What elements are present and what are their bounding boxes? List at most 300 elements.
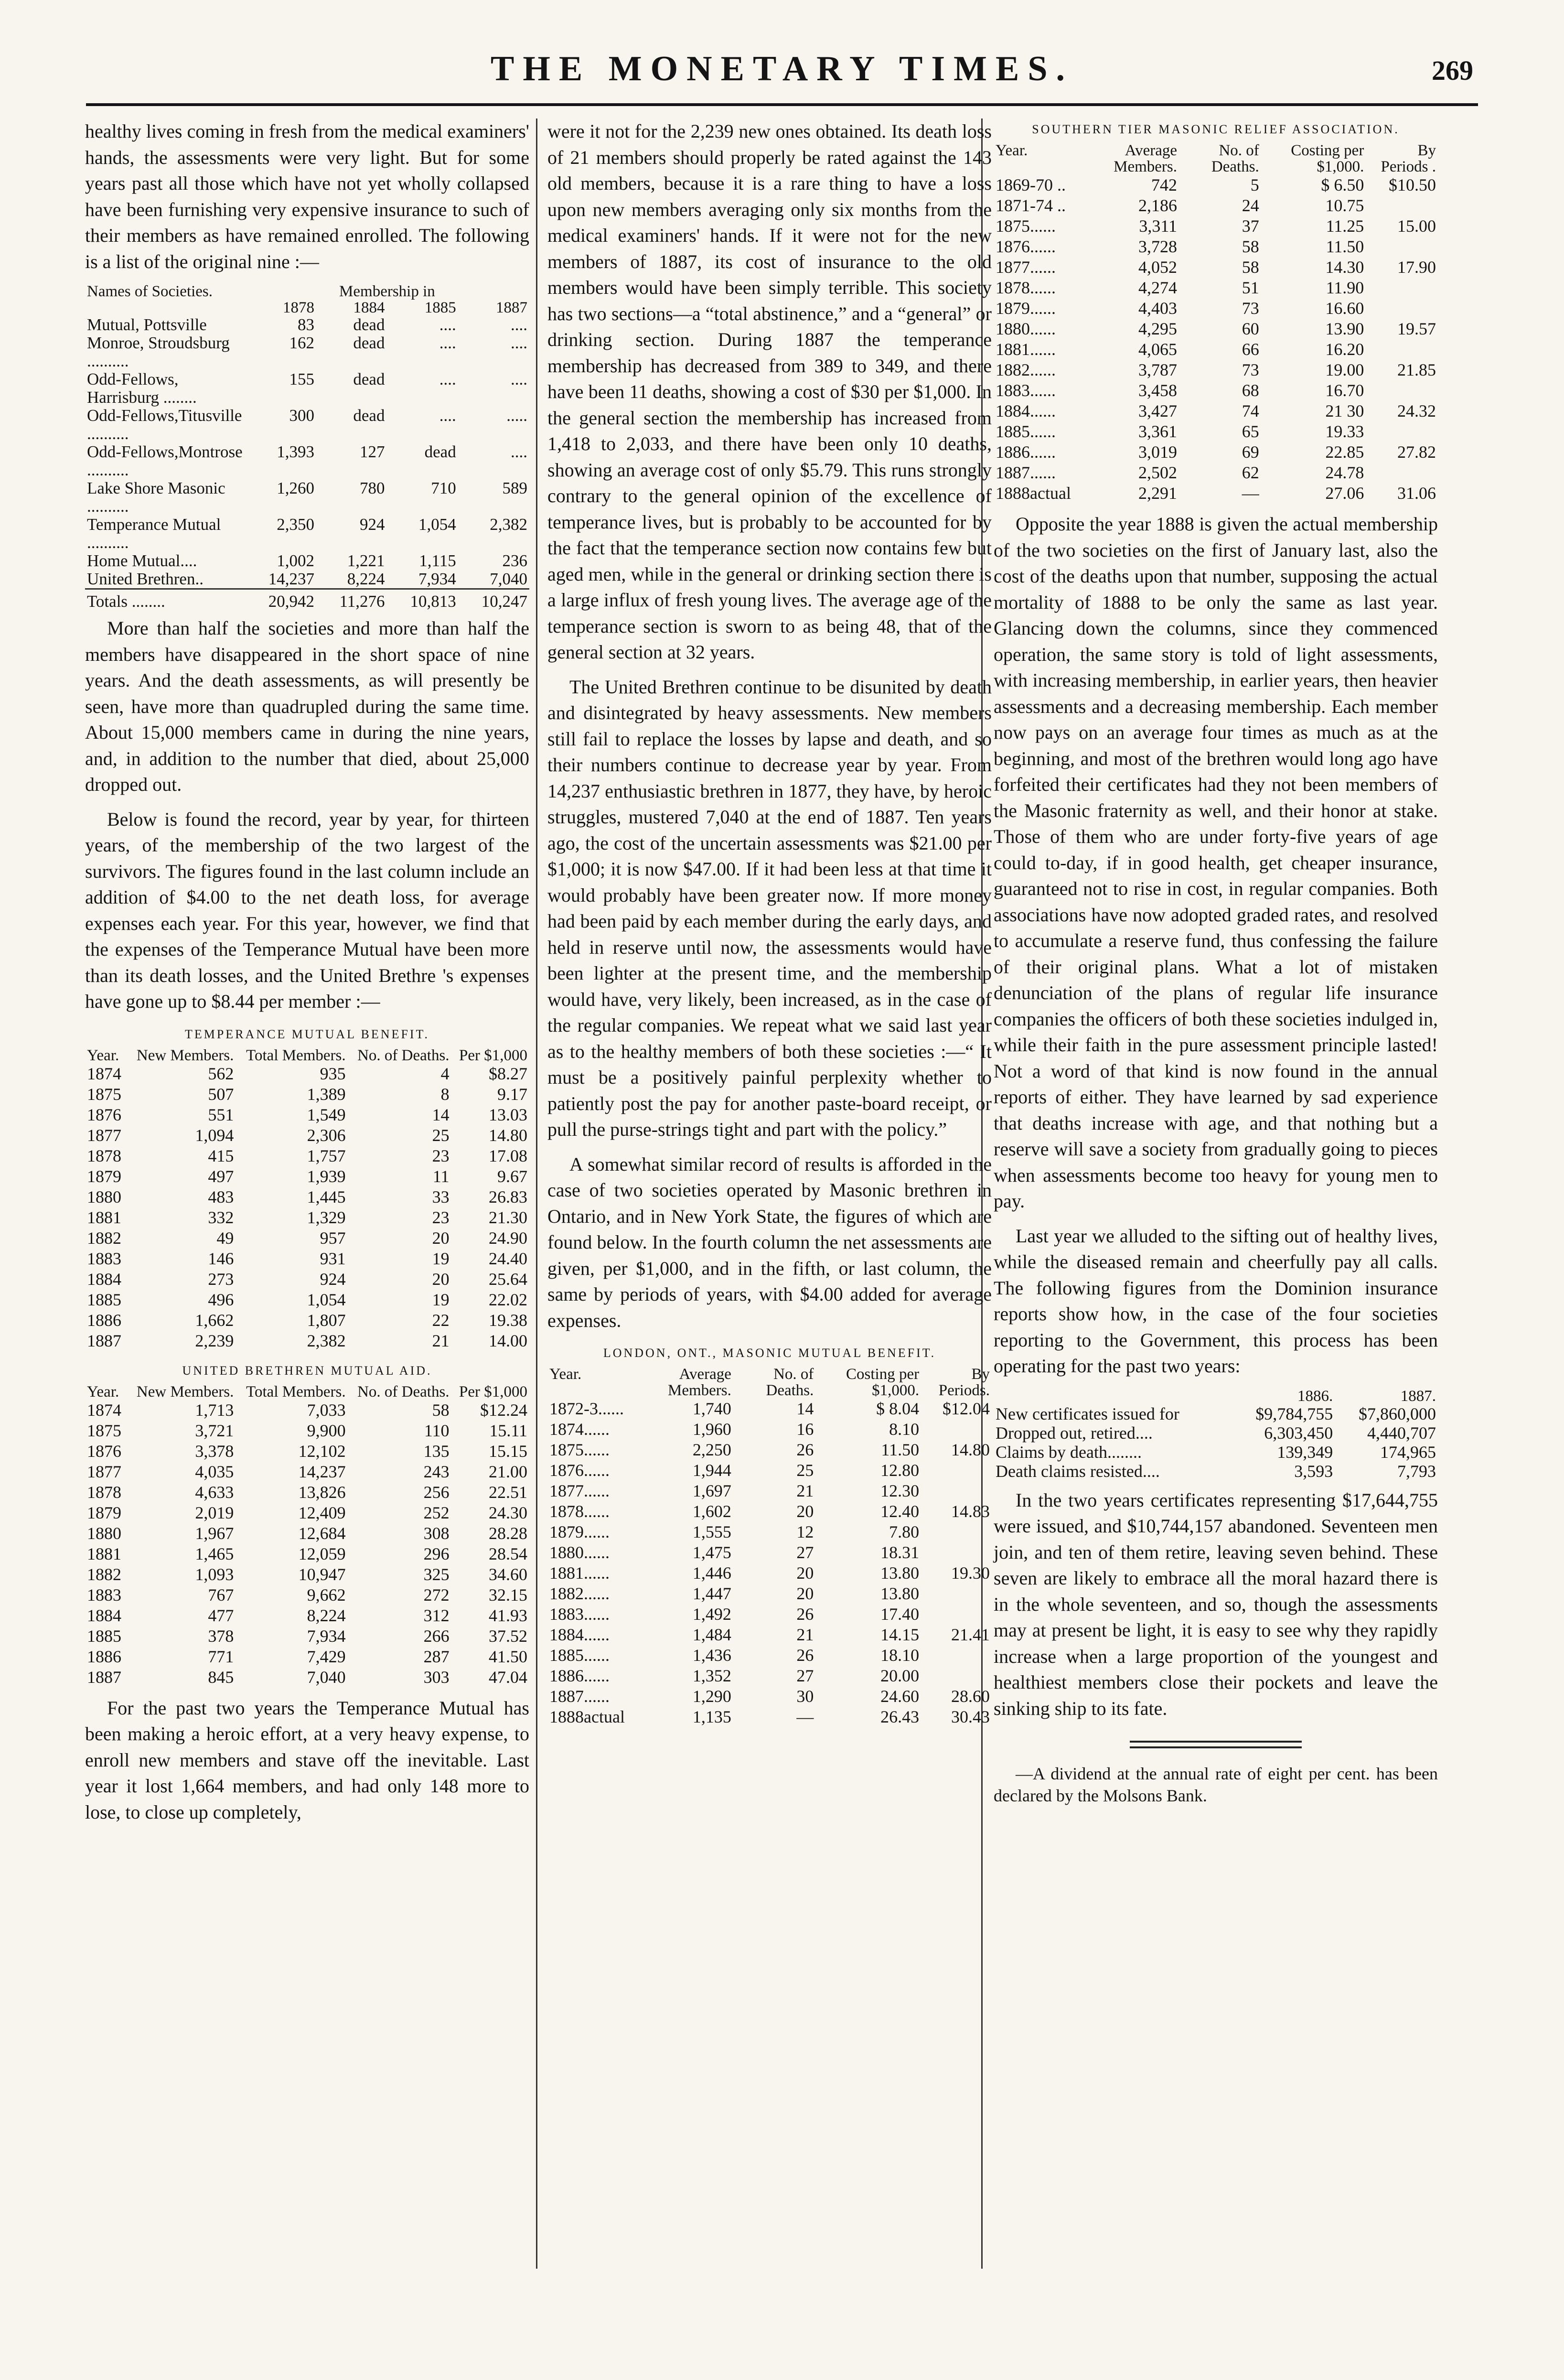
table-header: Per $1,000	[459, 1383, 527, 1400]
table-cell: 18.10	[880, 1646, 920, 1665]
table-cell: 20.00	[880, 1666, 920, 1685]
table-header: Year.	[549, 1366, 582, 1383]
table-cell: 13.80	[880, 1584, 920, 1603]
table-cell: 12,409	[298, 1503, 346, 1522]
table-row	[85, 1290, 529, 1310]
table-cell: 1874......	[549, 1420, 610, 1439]
table-header	[994, 1388, 1232, 1404]
table-cell: 3,378	[195, 1441, 234, 1461]
table-cell: 589	[502, 479, 527, 497]
table-row	[994, 216, 1438, 237]
table-cell: 8.10	[889, 1420, 920, 1439]
table-cell: 1880......	[996, 319, 1056, 338]
table-row	[547, 1686, 992, 1707]
table-cell: 1882	[87, 1228, 121, 1248]
table-cell: 1875......	[996, 216, 1056, 236]
table-caption: TEMPERANCE MUTUAL BENEFIT.	[184, 1027, 430, 1041]
table-cell: 34.60	[489, 1564, 527, 1584]
table-cell: 1,697	[692, 1481, 731, 1500]
paragraph: A somewhat similar record of results is afforded in the case of two societies operated by Masonic brethren in Ontario, and in New York State, the figures of which are found below. In the fourth column the net assessments are given, per $1,000, and in the fifth, or last column, the same by periods of years, with $4.00 added for average expenses.	[547, 1153, 992, 1331]
table-cell: 12.80	[880, 1461, 920, 1480]
table-cell: 135	[423, 1441, 450, 1461]
table-cell: 6,303,450	[1264, 1423, 1333, 1443]
table-cell: ....	[439, 315, 456, 334]
table-cell: 1882......	[549, 1584, 610, 1603]
table-header: Average Members.	[1114, 142, 1177, 175]
table-cell: 22.85	[1325, 442, 1364, 462]
table-cell: 1,290	[692, 1687, 731, 1706]
table-cell: 507	[208, 1084, 234, 1104]
table-cell: 287	[423, 1647, 450, 1666]
united-brethren-table	[85, 1384, 529, 1688]
table-cell: 1885	[87, 1290, 121, 1309]
table-row	[85, 479, 529, 516]
table-cell: 31.06	[1397, 484, 1436, 503]
table-cell: 3,721	[195, 1421, 234, 1440]
table-row	[85, 1626, 529, 1647]
table-row	[994, 463, 1438, 483]
table-cell: 1879......	[996, 299, 1056, 318]
table-cell: 3,427	[1138, 401, 1177, 420]
table-cell: dead	[353, 406, 385, 425]
table-row	[994, 278, 1438, 298]
table-cell: 4,035	[195, 1462, 234, 1481]
table-header: No. of Deaths.	[357, 1383, 450, 1400]
table-cell: 51	[1242, 278, 1259, 297]
publication-title: THE MONETARY TIMES.	[491, 49, 1073, 88]
table-cell: 4,440,707	[1367, 1423, 1436, 1443]
table-cell: 16.60	[1325, 299, 1364, 318]
table-row	[547, 1440, 992, 1460]
table-cell: 21	[796, 1481, 814, 1500]
table-cell: 17.40	[880, 1605, 920, 1624]
table-cell: 1874	[87, 1064, 121, 1083]
table-cell: 1883......	[996, 381, 1056, 400]
table-row	[85, 443, 529, 479]
table-cell	[921, 1460, 992, 1481]
table-cell: 7,934	[307, 1626, 346, 1646]
table-cell: 1872-3......	[549, 1399, 624, 1418]
table-cell	[1366, 380, 1438, 401]
table-cell: 25	[432, 1125, 450, 1145]
table-cell: 4,052	[1138, 258, 1177, 277]
table-cell: 69	[1242, 442, 1259, 462]
table-header: By Periods .	[1381, 142, 1436, 175]
table-cell: 7,429	[307, 1647, 346, 1666]
table-cell: Home Mutual....	[87, 551, 197, 570]
table-row	[994, 298, 1438, 319]
table-cell: Claims by death........	[996, 1442, 1142, 1462]
table-cell: $8.27	[489, 1064, 527, 1083]
table-cell: 1,757	[307, 1146, 346, 1165]
table-cell: 21	[796, 1625, 814, 1644]
table-cell: 931	[320, 1249, 346, 1268]
table-cell: 14	[796, 1399, 814, 1418]
table-cell: $12.24	[480, 1400, 527, 1420]
table-cell: 28.28	[489, 1523, 527, 1543]
table-cell: 12.40	[880, 1502, 920, 1521]
table-header: Year.	[996, 142, 1028, 159]
table-cell: 18.31	[880, 1543, 920, 1562]
table-row	[994, 1443, 1438, 1462]
table-cell: 4	[440, 1064, 450, 1083]
table-row	[994, 360, 1438, 380]
table-cell: 4,633	[195, 1482, 234, 1502]
table-row	[547, 1625, 992, 1645]
table-cell: 23	[432, 1207, 450, 1227]
table-header: Total Members.	[246, 1046, 346, 1064]
table-cell: 10,947	[298, 1564, 346, 1584]
paragraph: —A dividend at the annual rate of eight per cent. has been declared by the Molsons Bank.	[994, 1764, 1438, 1805]
paragraph: healthy lives coming in fresh from the medical examiners' hands, the assessments were very light. But for some years past all those which have not yet wholly collapsed have been furnishing very expensive insurance to such of their members as have remained enrolled. The following is a list of the original nine :—	[85, 120, 529, 272]
table-row	[85, 1269, 529, 1290]
table-cell: 16.70	[1325, 381, 1364, 400]
table-cell: 1883	[87, 1585, 121, 1605]
table-cell: New certificates issued for	[996, 1404, 1179, 1423]
table-cell: 7,040	[490, 570, 527, 588]
table-cell: 21.85	[1397, 360, 1436, 379]
table-row	[85, 1585, 529, 1605]
table-cell: 1,447	[692, 1584, 731, 1603]
table-cell: 497	[208, 1166, 234, 1186]
table-row	[85, 1523, 529, 1544]
table-cell: 1886	[87, 1647, 121, 1666]
table-cell: 33	[432, 1187, 450, 1206]
table-cell: 14.83	[951, 1502, 990, 1521]
table-header: Average Members.	[668, 1366, 731, 1399]
table-cell: 3,361	[1138, 422, 1177, 441]
table-cell: 14.80	[489, 1125, 527, 1145]
table-cell: 13.03	[489, 1105, 527, 1124]
table-row	[994, 257, 1438, 278]
table-cell: 19	[432, 1249, 450, 1268]
table-cell: 9,900	[307, 1421, 346, 1440]
table-row	[994, 319, 1438, 339]
table-cell: 1885......	[996, 422, 1056, 441]
table-cell: 27.06	[1325, 484, 1364, 503]
table-cell: 1874	[87, 1400, 121, 1420]
table-cell: 924	[320, 1269, 346, 1289]
table-cell: 4,274	[1138, 278, 1177, 297]
column-2	[547, 118, 992, 1727]
table-cell: 957	[320, 1228, 346, 1248]
table-cell: 1887......	[996, 463, 1056, 482]
table-cell: 4,403	[1138, 299, 1177, 318]
table-cell: 1,135	[692, 1707, 731, 1726]
table-cell: 30.43	[951, 1707, 990, 1726]
table-cell: 14,237	[298, 1462, 346, 1481]
table-cell: 26	[796, 1646, 814, 1665]
table-cell: 21.41	[951, 1625, 990, 1644]
table-cell: 37	[1242, 216, 1259, 236]
table-row	[85, 1482, 529, 1503]
table-cell: 25	[796, 1461, 814, 1480]
table-cell: 7,934	[418, 570, 456, 588]
table-cell: dead	[353, 315, 385, 334]
table-cell: 58	[432, 1400, 450, 1420]
table-header: Names of Societies.	[87, 283, 213, 300]
table-cell: 8,224	[307, 1605, 346, 1625]
table-header: Year.	[87, 1383, 119, 1400]
table-cell: 73	[1242, 299, 1259, 318]
table-cell: 11.50	[881, 1440, 920, 1459]
table-cell: 1,465	[195, 1544, 234, 1563]
table-cell	[1366, 463, 1438, 483]
table-cell: 26.43	[880, 1707, 920, 1726]
table-cell: 1876......	[549, 1461, 610, 1480]
table-cell: 1,352	[692, 1666, 731, 1685]
table-row	[994, 401, 1438, 421]
table-cell: 4,065	[1138, 340, 1177, 359]
table-header: 1887	[496, 299, 527, 316]
table-header: No. of Deaths.	[357, 1046, 450, 1064]
table-row	[994, 237, 1438, 257]
table-cell: 1876......	[996, 237, 1056, 256]
table-cell: 1,484	[692, 1625, 731, 1644]
table-cell: 1878......	[549, 1502, 610, 1521]
table-cell: 2,382	[490, 515, 527, 534]
table-cell: 2,502	[1138, 463, 1177, 482]
table-header: 1885	[424, 299, 456, 316]
table-cell: 20	[432, 1228, 450, 1248]
table-cell: 13,826	[298, 1482, 346, 1502]
table-cell: 23	[432, 1146, 450, 1165]
table-row	[85, 1462, 529, 1482]
table-row-totals	[85, 589, 529, 611]
table-row	[547, 1399, 992, 1419]
table-cell	[1366, 195, 1438, 216]
table-cell: 9.17	[497, 1084, 527, 1104]
table-cell: 73	[1242, 360, 1259, 379]
table-cell: 1879	[87, 1166, 121, 1186]
table-cell: 1877	[87, 1125, 121, 1145]
table-cell: 1,555	[692, 1522, 731, 1541]
table-cell: 26	[796, 1605, 814, 1624]
table-cell: 780	[359, 479, 385, 497]
table-cell: 1888actual	[549, 1707, 625, 1726]
table-header: No. of Deaths.	[1211, 142, 1259, 175]
table-cell: 2,019	[195, 1503, 234, 1522]
table-cell: ....	[511, 370, 527, 388]
table-cell: 1877	[87, 1462, 121, 1481]
table-cell: 1884	[87, 1605, 121, 1625]
table-cell: 19.00	[1325, 360, 1364, 379]
table-cell: 27.82	[1397, 442, 1436, 462]
table-cell: 83	[298, 315, 315, 334]
table-cell: 1,475	[692, 1543, 731, 1562]
table-cell: 1878......	[996, 278, 1056, 297]
table-cell: 60	[1242, 319, 1259, 338]
table-cell: Odd-Fellows,Montrose ..........	[87, 442, 243, 479]
table-cell: 1883	[87, 1249, 121, 1268]
table-row	[85, 570, 529, 589]
table-cell: 1884......	[549, 1625, 610, 1644]
table-cell: 24.78	[1325, 463, 1364, 482]
table-cell: 308	[423, 1523, 450, 1543]
table-cell: 58	[1242, 237, 1259, 256]
table-cell: 935	[320, 1064, 346, 1083]
table-cell: Dropped out, retired....	[996, 1423, 1153, 1443]
table-header: No. of Deaths.	[766, 1366, 814, 1399]
table-cell: 162	[289, 334, 315, 352]
table-cell: 21.30	[489, 1207, 527, 1227]
table-cell: 127	[359, 442, 385, 461]
paragraph: Last year we alluded to the sifting out of healthy lives, while the diseased remain and cheerfully pay all calls. The following figures from the Dominion insurance reports show how, in the case of the four societies reporting to the Government, this process has been operating for the past two years:	[994, 1225, 1438, 1377]
table-cell: 11,276	[316, 589, 386, 611]
table-cell: 8,224	[347, 570, 385, 588]
table-cell: 256	[423, 1482, 450, 1502]
table-cell: 12,059	[298, 1544, 346, 1563]
table-cell: 378	[208, 1626, 234, 1646]
table-cell: 9,662	[307, 1585, 346, 1605]
table-cell: 1871-74 ..	[996, 196, 1066, 215]
table-row	[994, 421, 1438, 442]
table-cell: 551	[208, 1105, 234, 1124]
table-row	[85, 516, 529, 552]
table-cell: 14	[432, 1105, 450, 1124]
table-cell: 3,593	[1294, 1461, 1333, 1481]
table-cell	[1366, 339, 1438, 360]
table-cell: 139,349	[1277, 1442, 1333, 1462]
table-cell: $10.50	[1389, 175, 1436, 194]
table-cell: —	[796, 1707, 814, 1726]
table-row	[994, 442, 1438, 463]
table-cell: 14.80	[951, 1440, 990, 1459]
table-cell: 8	[440, 1084, 450, 1104]
table-row	[85, 1125, 529, 1146]
table-cell: 296	[423, 1544, 450, 1563]
table-cell: 1876	[87, 1441, 121, 1461]
table-cell: 1876	[87, 1105, 121, 1124]
table-cell: 272	[423, 1585, 450, 1605]
table-cell: 1,094	[195, 1125, 234, 1145]
column-1	[85, 118, 529, 1834]
column-rule-1	[536, 118, 537, 2269]
table-row	[85, 407, 529, 443]
table-cell: 11.90	[1326, 278, 1364, 297]
table-cell: Odd-Fellows, Harrisburg ........	[87, 370, 197, 407]
table-row	[85, 1605, 529, 1626]
table-row	[547, 1501, 992, 1522]
table-row	[85, 1400, 529, 1421]
table-cell: ....	[439, 334, 456, 352]
table-cell: 19.30	[951, 1563, 990, 1583]
table-cell: 11.25	[1326, 216, 1364, 236]
table-cell	[921, 1583, 992, 1604]
table-cell: 14.00	[489, 1331, 527, 1350]
table-cell: 26	[796, 1440, 814, 1459]
table-cell: 58	[1242, 258, 1259, 277]
table-cell: 21	[432, 1331, 450, 1350]
table-row	[547, 1481, 992, 1501]
table-row	[547, 1460, 992, 1481]
table-cell: 41.93	[489, 1605, 527, 1625]
table-cell: 19.33	[1325, 422, 1364, 441]
table-cell: 13.90	[1325, 319, 1364, 338]
table-row	[547, 1419, 992, 1440]
table-cell: 12,684	[298, 1523, 346, 1543]
table-cell: 27	[796, 1666, 814, 1685]
table-cell	[921, 1419, 992, 1440]
table-cell: 2,250	[692, 1440, 731, 1459]
table-cell: 1887	[87, 1331, 121, 1350]
paragraph: In the two years certificates representing $17,644,755 were issued, and $10,744,157 abandoned. Seventeen men join, and ten of them retire, leaving seven behind. These seven are likely to embrace all the moral hazard there is in the whole seventeen, and so, though the assessments may at present be light, it is easy to see why they rapidly increase when a large proportion of the youngest and healthiest members close their pockets and leave the sinking ship to its fate.	[994, 1489, 1438, 1719]
table-cell: 7,040	[307, 1667, 346, 1687]
table-header: 1884	[353, 299, 385, 316]
table-cell: 1882......	[996, 360, 1056, 379]
table-cell: 22	[432, 1310, 450, 1330]
table-header: New Members.	[136, 1383, 234, 1400]
table-caption: SOUTHERN TIER MASONIC RELIEF ASSOCIATION.	[1032, 122, 1400, 136]
table-cell: 24.32	[1397, 401, 1436, 420]
table-cell: 1886	[87, 1310, 121, 1330]
table-cell: 1878	[87, 1482, 121, 1502]
table-cell: 1,393	[277, 442, 315, 461]
table-cell	[921, 1604, 992, 1625]
table-row	[547, 1707, 992, 1727]
table-header: Costing per $1,000.	[846, 1366, 920, 1399]
table-row	[994, 195, 1438, 216]
table-group-header: Membership in	[339, 283, 435, 300]
table-cell: 2,291	[1138, 484, 1177, 503]
section-divider	[1130, 1741, 1302, 1748]
table-cell: 236	[502, 551, 527, 570]
table-cell: 1,662	[195, 1310, 234, 1330]
table-cell: 1884......	[996, 401, 1056, 420]
table-cell: $ 6.50	[1321, 175, 1364, 194]
table-cell: 16.20	[1325, 340, 1364, 359]
table-cell: 562	[208, 1064, 234, 1083]
table-cell: 32.15	[489, 1585, 527, 1605]
table-cell: 2,306	[307, 1125, 346, 1145]
table-cell: 1886......	[549, 1666, 610, 1685]
table-cell: 5	[1250, 175, 1259, 194]
table-caption: UNITED BRETHREN MUTUAL AID.	[182, 1363, 432, 1378]
table-cell	[921, 1666, 992, 1686]
page-number: 269	[1432, 55, 1473, 86]
table-cell: 20,942	[245, 589, 316, 611]
table-cell: 1878	[87, 1146, 121, 1165]
table-cell: 1,115	[419, 551, 456, 570]
table-cell: —	[1242, 484, 1259, 503]
table-cell: 303	[423, 1667, 450, 1687]
table-cell: 10.75	[1325, 196, 1364, 215]
table-cell: ....	[511, 334, 527, 352]
table-row	[85, 1228, 529, 1249]
table-row	[547, 1583, 992, 1604]
table-header: Costing per $1,000.	[1291, 142, 1364, 175]
table-cell: 415	[208, 1146, 234, 1165]
table-cell: 1887	[87, 1667, 121, 1687]
table-cell: 49	[216, 1228, 234, 1248]
table-cell: 273	[208, 1269, 234, 1289]
table-cell: 1,436	[692, 1646, 731, 1665]
table-cell: ....	[439, 406, 456, 425]
table-cell: 2,186	[1138, 196, 1177, 215]
column-3	[994, 118, 1438, 1815]
table-row	[85, 1207, 529, 1228]
table-cell: 1880	[87, 1523, 121, 1543]
table-cell: 1884	[87, 1269, 121, 1289]
table-cell: 19	[432, 1290, 450, 1309]
table-row	[994, 483, 1438, 504]
table-cell: 1,221	[347, 551, 385, 570]
table-cell: 146	[208, 1249, 234, 1268]
table-cell: 41.50	[489, 1647, 527, 1666]
table-cell: 1875	[87, 1421, 121, 1440]
table-cell: 27	[796, 1543, 814, 1562]
table-row	[85, 1503, 529, 1523]
